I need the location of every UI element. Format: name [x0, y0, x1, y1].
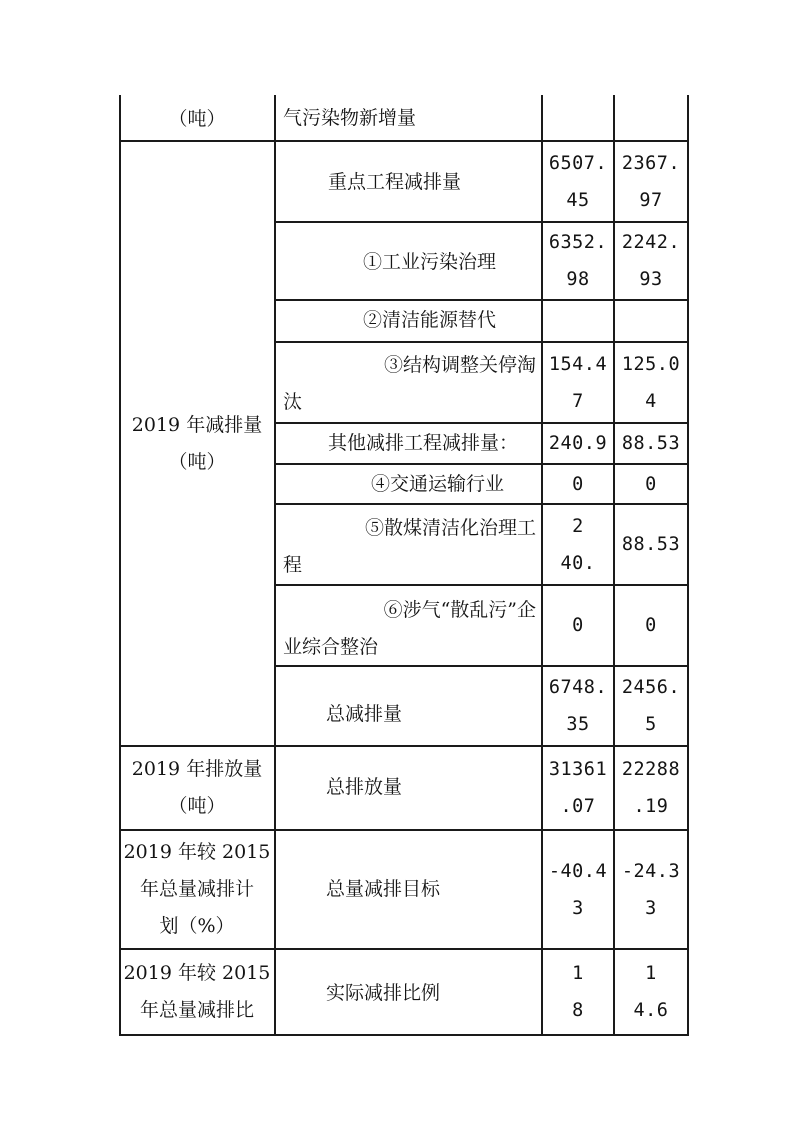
value-col1: 6748. 35	[548, 677, 608, 735]
row-label-line2: 程	[283, 554, 303, 576]
value-col1: 31361 .07	[548, 759, 608, 817]
value-col2: 125.0 4	[621, 353, 681, 412]
value-col2: 2367. 97	[621, 152, 681, 211]
row-label: ④交通运输行业	[370, 473, 504, 495]
value-col1: 154.4 7	[548, 353, 608, 412]
value-col2: 0	[645, 615, 657, 636]
table-divider-col1	[274, 95, 276, 1035]
value-col1: 1 8	[572, 963, 584, 1021]
row-label-line2: 汰	[283, 391, 303, 413]
value-col1: 6507. 45	[548, 152, 608, 211]
emission-2019-label: 2019 年排放量 （吨）	[131, 758, 263, 817]
value-col2: 22288 .19	[621, 759, 681, 817]
value-col1: 2 40.	[560, 515, 596, 574]
row-label-line1: ⑤散煤清洁化治理工	[364, 517, 536, 539]
value-col2: 88.53	[621, 433, 681, 454]
row-label: 总排放量	[326, 776, 403, 798]
ratio-2015-label: 2019 年较 2015 年总量减排比	[123, 962, 271, 1021]
row-label-line1: ⑥涉气“散乱污”企	[383, 599, 536, 621]
value-col2: 88.53	[621, 534, 681, 555]
row-label: 总减排量	[326, 703, 403, 725]
value-col2: -24.3 3	[621, 860, 681, 919]
table-border-bottom	[119, 1034, 689, 1036]
row-label: ①工业污染治理	[362, 251, 496, 273]
value-col2: 0	[645, 473, 657, 495]
table-border-right	[687, 95, 689, 1035]
value-col2	[615, 98, 687, 140]
value-col2: 2456. 5	[621, 677, 681, 735]
value-col1: 240.9	[548, 433, 608, 454]
row-label: 总量减排目标	[326, 878, 441, 900]
value-col1: -40.4 3	[548, 860, 608, 919]
value-col2: 1 4.6	[633, 963, 669, 1021]
row-label: 重点工程减排量	[328, 171, 462, 193]
value-col2	[615, 301, 687, 341]
row-label-line2: 业综合整治	[283, 636, 379, 658]
value-col2: 2242. 93	[621, 232, 681, 290]
row-label: 气污染物新增量	[283, 107, 417, 129]
value-col1	[543, 98, 613, 140]
value-col1: 0	[572, 615, 584, 636]
unit-label-top: （吨）	[168, 107, 226, 130]
value-col1	[543, 301, 613, 341]
row-label: ②清洁能源替代	[362, 309, 496, 331]
value-col1: 0	[572, 473, 584, 495]
reduction-2019-label: 2019 年减排量 （吨）	[131, 413, 263, 473]
row-label: 实际减排比例	[326, 982, 441, 1004]
row-label: 其他减排工程减排量：	[328, 432, 519, 454]
plan-2015-label: 2019 年较 2015 年总量减排计 划（%）	[123, 841, 271, 937]
value-col1: 6352. 98	[548, 232, 608, 290]
row-label-line1: ③结构调整关停淘	[383, 354, 536, 376]
